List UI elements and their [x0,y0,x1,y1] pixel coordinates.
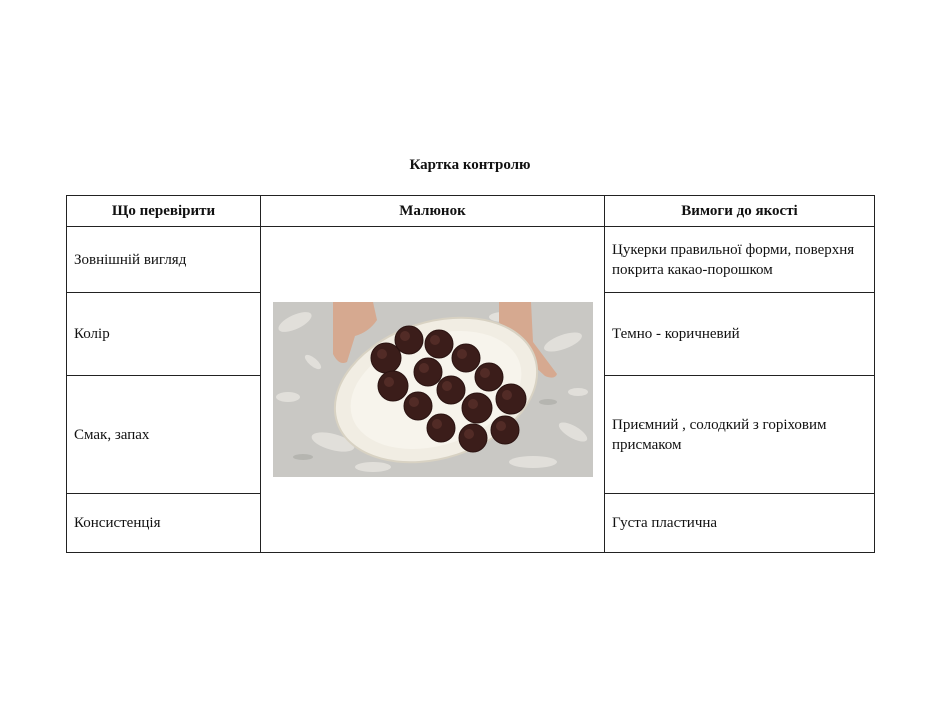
table-row [67,227,875,293]
cell-requirement: Темно - коричневий [605,293,875,376]
candies-photo [273,302,593,477]
cell-item: Зовнішній вигляд [67,227,261,293]
header-quality-requirements: Вимоги до якості [605,196,875,227]
cell-requirement: Приємний , солодкий з горіховим присмаком [605,376,875,494]
header-picture: Малюнок [261,196,605,227]
cell-item: Консистенція [67,494,261,553]
header-what-to-check: Що перевірити [67,196,261,227]
document-title: Картка контролю [409,157,531,173]
cell-item: Смак, запах [67,376,261,494]
cell-requirement: Густа пластична [605,494,875,553]
cell-item: Колір [67,293,261,376]
control-card-table [66,195,875,553]
cell-requirement: Цукерки правильної форми, поверхня покрита какао-порошком [605,227,875,293]
picture-cell [261,227,605,553]
table-header-row [67,196,875,227]
